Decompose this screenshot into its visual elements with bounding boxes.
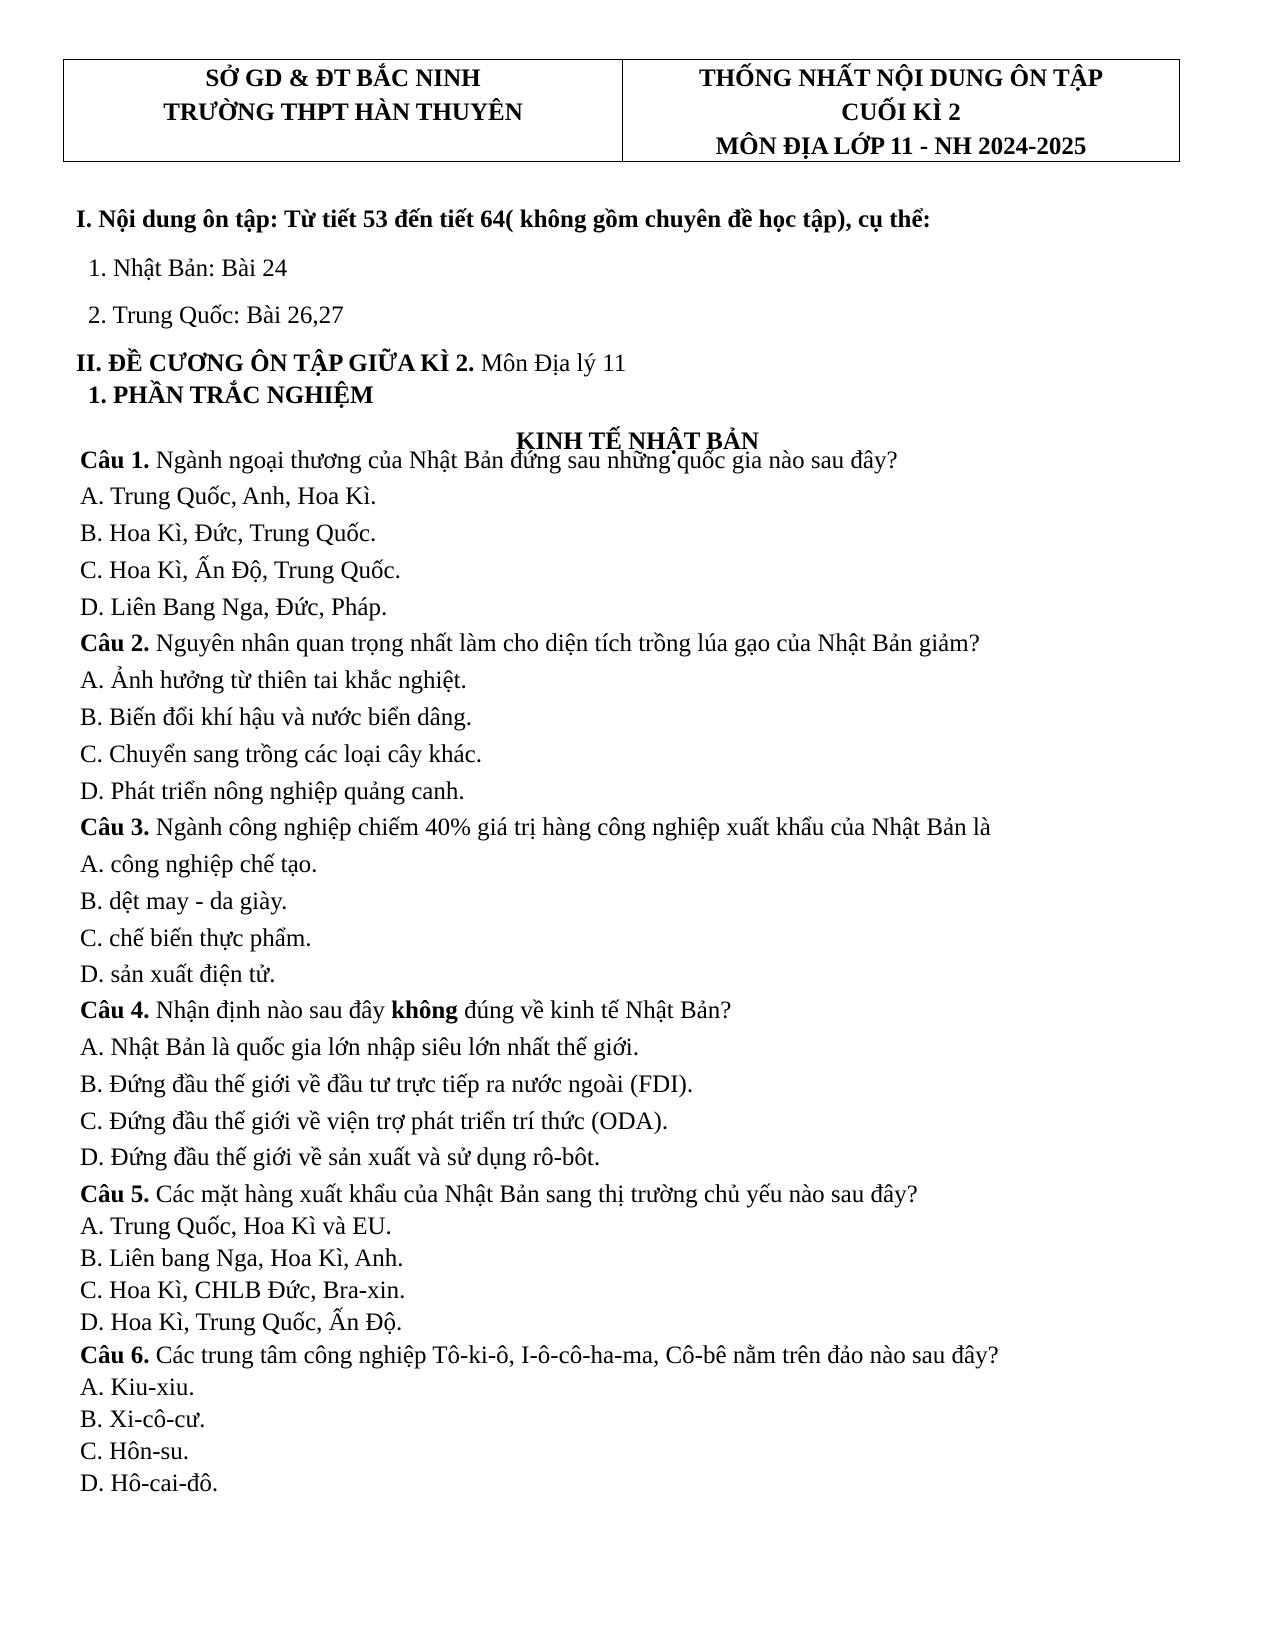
question-label: Câu 4. (80, 997, 150, 1024)
section2-heading (76, 350, 626, 378)
header-title-line3: MÔN ĐỊA LỚP 11 - NH 2024-2025 (715, 133, 1087, 160)
q2-option-b: B. Biến đổi khí hậu và nước biển dâng. (80, 704, 472, 731)
section1-item-japan: 1. Nhật Bản: Bài 24 (88, 255, 288, 282)
header-table (63, 59, 1180, 162)
q6-option-a: A. Kiu-xiu. (80, 1374, 195, 1401)
q5-option-d: D. Hoa Kì, Trung Quốc, Ấn Độ. (80, 1309, 403, 1336)
header-title-cell (623, 60, 1179, 161)
q3-option-c: C. chế biến thực phẩm. (80, 925, 312, 952)
q1-option-b: B. Hoa Kì, Đức, Trung Quốc. (80, 520, 377, 547)
header-school-name: TRƯỜNG THPT HÀN THUYÊN (163, 99, 523, 126)
q6-option-c: C. Hôn-su. (80, 1438, 190, 1465)
q2-option-c: C. Chuyển sang trồng các loại cây khác. (80, 741, 482, 768)
question-1 (80, 446, 898, 476)
question-label: Câu 5. (80, 1181, 150, 1208)
question-text-emphasis: không (391, 997, 458, 1024)
question-text: Các mặt hàng xuất khẩu của Nhật Bản sang thị trường chủ yếu nào sau đây? (149, 1181, 918, 1208)
question-text-after: đúng về kinh tế Nhật Bản? (457, 997, 732, 1024)
question-text: Nguyên nhân quan trọng nhất làm cho diện tích trồng lúa gạo của Nhật Bản giảm? (149, 630, 980, 657)
part1-heading: 1. PHẦN TRẮC NGHIỆM (88, 382, 374, 409)
q5-option-a: A. Trung Quốc, Hoa Kì và EU. (80, 1213, 392, 1240)
q2-option-a: A. Ảnh hưởng từ thiên tai khắc nghiệt. (80, 667, 467, 694)
section1-item-china: 2. Trung Quốc: Bài 26,27 (88, 302, 344, 329)
topic-heading: KINH TẾ NHẬT BẢN (516, 428, 759, 455)
question-text-before: Nhận định nào sau đây (149, 997, 392, 1024)
question-3 (80, 813, 991, 843)
q1-option-d: D. Liên Bang Nga, Đức, Pháp. (80, 594, 388, 621)
question-label: Câu 3. (80, 814, 150, 841)
section2-heading-bold: II. ĐỀ CƯƠNG ÔN TẬP GIỮA KÌ 2. (76, 350, 475, 377)
q5-option-b: B. Liên bang Nga, Hoa Kì, Anh. (80, 1245, 404, 1272)
q1-option-a: A. Trung Quốc, Anh, Hoa Kì. (80, 483, 377, 510)
question-text: Ngành công nghiệp chiếm 40% giá trị hàng công nghiệp xuất khẩu của Nhật Bản là (149, 814, 991, 841)
q5-option-c: C. Hoa Kì, CHLB Đức, Bra-xin. (80, 1277, 406, 1304)
question-6 (80, 1341, 999, 1371)
q2-option-d: D. Phát triển nông nghiệp quảng canh. (80, 778, 465, 805)
q6-option-b: B. Xi-cô-cư. (80, 1406, 206, 1433)
question-label: Câu 1. (80, 447, 150, 474)
section1-heading: I. Nội dung ôn tập: Từ tiết 53 đến tiết 64( không gồm chuyên đề học tập), cụ thể: (76, 206, 931, 233)
question-5 (80, 1180, 918, 1210)
q4-option-a: A. Nhật Bản là quốc gia lớn nhập siêu lớn nhất thế giới. (80, 1034, 639, 1061)
q4-option-d: D. Đứng đầu thế giới về sản xuất và sử dụng rô-bôt. (80, 1144, 601, 1171)
question-text: Các trung tâm công nghiệp Tô-ki-ô, I-ô-cô-ha-ma, Cô-bê nằm trên đảo nào sau đây? (149, 1342, 999, 1369)
question-text: Ngành ngoại thương của Nhật Bản đứng sau những quốc gia nào sau đây? (149, 447, 898, 474)
q4-option-b: B. Đứng đầu thế giới về đầu tư trực tiếp ra nước ngoài (FDI). (80, 1071, 694, 1098)
header-title-line2: CUỐI KÌ 2 (841, 99, 961, 126)
question-2 (80, 629, 980, 659)
q4-option-c: C. Đứng đầu thế giới về viện trợ phát triển trí thức (ODA). (80, 1108, 669, 1135)
question-4 (80, 996, 731, 1026)
header-title-line1: THỐNG NHẤT NỘI DUNG ÔN TẬP (699, 65, 1103, 92)
q3-option-b: B. dệt may - da giày. (80, 888, 288, 915)
header-department: SỞ GD & ĐT BẮC NINH (205, 65, 481, 92)
question-label: Câu 2. (80, 630, 150, 657)
q6-option-d: D. Hô-cai-đô. (80, 1470, 219, 1497)
q3-option-d: D. sản xuất điện tử. (80, 961, 276, 988)
question-label: Câu 6. (80, 1342, 150, 1369)
section2-heading-subject: Môn Địa lý 11 (474, 350, 627, 377)
header-school-cell (64, 60, 623, 161)
q1-option-c: C. Hoa Kì, Ấn Độ, Trung Quốc. (80, 557, 401, 584)
q3-option-a: A. công nghiệp chế tạo. (80, 851, 318, 878)
